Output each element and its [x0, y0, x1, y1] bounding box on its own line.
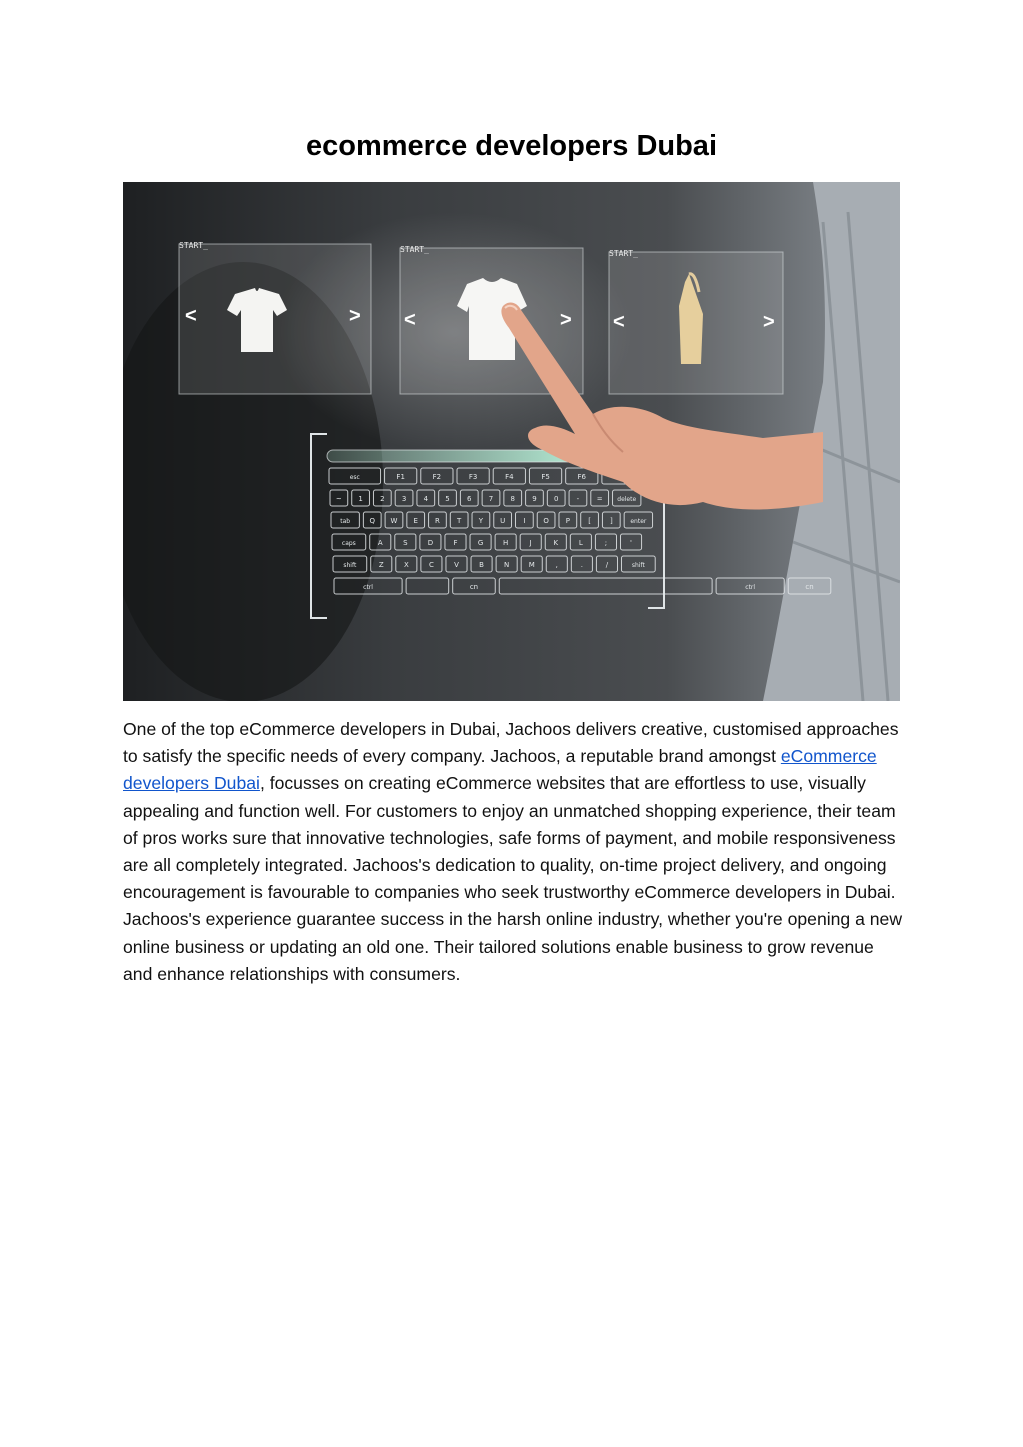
body-paragraph	[123, 716, 903, 988]
keyboard-key-label: ctrl	[363, 584, 373, 591]
keyboard-key-label: M	[528, 561, 535, 569]
keyboard-key-label: .	[580, 561, 583, 569]
chevron-left-icon: <	[613, 311, 625, 333]
keyboard-key-label: F2	[432, 473, 442, 481]
product-panel-tshirt-1	[179, 241, 371, 394]
keyboard-key-label: ctrl	[745, 584, 756, 591]
keyboard-key-label: G	[477, 539, 484, 547]
chevron-right-icon: >	[560, 309, 572, 331]
keyboard-key-label: 1	[358, 495, 363, 503]
keyboard-key-label: delete	[617, 496, 637, 503]
keyboard-key-label: O	[543, 517, 549, 525]
keyboard-key-label: 8	[510, 495, 515, 503]
ecommerce-developers-dubai-link[interactable]: eCommerce developers Dubai	[123, 746, 877, 794]
keyboard-key-label: F5	[541, 473, 550, 481]
chevron-right-icon: >	[763, 311, 775, 333]
keyboard-key-label: ]	[609, 517, 613, 525]
panel-label: START_	[609, 249, 638, 258]
keyboard-key-label: Y	[478, 517, 484, 525]
keyboard-key-label: ;	[604, 539, 608, 547]
paragraph-text-2: , focusses on creating eCommerce websites that are effortless to use, visually appealing and function well. For customers to enjoy an unmatched shopping experience, their team of pros works sure that innovative technologies, safe forms of payment, and mobile responsiveness are all completely integrated. Jachoos's dedication to quality, on-time project delivery, and ongoing encouragement is favourable to companies who seek trustworthy eCommerce developers in Dubai. Jachoos's experience guarantee success in the harsh online industry, whether you're opening a new online business or updating an old one. Their tailored solutions enable business to grow revenue and enhance relationships with consumers.	[123, 773, 903, 984]
keyboard-key-label: caps	[341, 540, 356, 547]
keyboard-key-label: F3	[468, 473, 478, 481]
page-title: ecommerce developers Dubai	[305, 130, 717, 162]
keyboard-key-label: T	[457, 517, 462, 525]
keyboard-key-label: E	[413, 517, 418, 525]
keyboard-key-label: enter	[630, 518, 647, 525]
keyboard-key-label: A	[377, 539, 383, 547]
keyboard-key-label: K	[553, 539, 559, 547]
keyboard-key-label: F6	[577, 473, 587, 481]
keyboard-key-label: I	[523, 517, 526, 525]
keyboard-key-label: 7	[488, 495, 494, 503]
keyboard-key-label: S	[403, 539, 408, 547]
keyboard-key-label: C	[428, 561, 434, 569]
product-panel-bag	[609, 249, 783, 394]
keyboard-key-label: V	[454, 561, 459, 569]
keyboard-key-label: cn	[469, 583, 479, 591]
keyboard-key-label: U	[500, 517, 506, 525]
keyboard-key-label: cn	[805, 583, 814, 591]
keyboard-key-label: W	[390, 517, 398, 525]
keyboard-key-label: F1	[396, 473, 405, 481]
panel-label: START_	[400, 245, 429, 254]
keyboard-key-label: 2	[380, 495, 385, 503]
paragraph-text-1: One of the top eCommerce developers in Dubai, Jachoos delivers creative, customised approaches to satisfy the specific needs of every company. Jachoos, a reputable brand amongst	[123, 719, 899, 767]
keyboard-key-label: tab	[340, 518, 351, 525]
keyboard-key-label: Q	[369, 517, 375, 525]
keyboard-key-label: P	[565, 517, 570, 525]
keyboard-key-label: F4	[505, 473, 514, 481]
keyboard-key-label: Z	[378, 561, 384, 569]
keyboard-key-label: L	[578, 539, 583, 547]
keyboard-key-label: ~	[335, 495, 342, 503]
keyboard-key-label: esc	[349, 474, 360, 481]
keyboard-key-label: ,	[555, 561, 558, 569]
keyboard-key-label: R	[435, 517, 440, 525]
keyboard-key-label: 3	[401, 495, 407, 503]
keyboard-key-label: =	[596, 495, 603, 503]
chevron-left-icon: <	[404, 309, 416, 331]
keyboard-key-label: 0	[553, 495, 559, 503]
keyboard-key-label: X	[403, 561, 409, 569]
panel-label: START_	[179, 241, 208, 250]
keyboard-key-label: shift	[631, 562, 645, 569]
keyboard-key-label: 9	[532, 495, 537, 503]
keyboard-key-label: 6	[467, 495, 472, 503]
keyboard-key-label: H	[503, 539, 509, 547]
hero-image	[123, 182, 900, 701]
keyboard-key-label: [	[588, 517, 591, 525]
keyboard-key-label: '	[630, 539, 632, 547]
keyboard-key-label: 5	[445, 495, 450, 503]
chevron-right-icon: >	[349, 305, 361, 327]
keyboard-key-label: -	[576, 495, 580, 503]
keyboard-key-label: shift	[343, 562, 357, 569]
keyboard-key-label: /	[605, 561, 609, 569]
keyboard-key-label: N	[504, 561, 510, 569]
keyboard-key-label: B	[479, 561, 484, 569]
keyboard-key-label: F	[453, 539, 458, 547]
keyboard-key-label: J	[529, 539, 532, 547]
keyboard-key-label: 4	[423, 495, 429, 503]
chevron-left-icon: <	[185, 305, 197, 327]
keyboard-key-label: D	[427, 539, 434, 547]
